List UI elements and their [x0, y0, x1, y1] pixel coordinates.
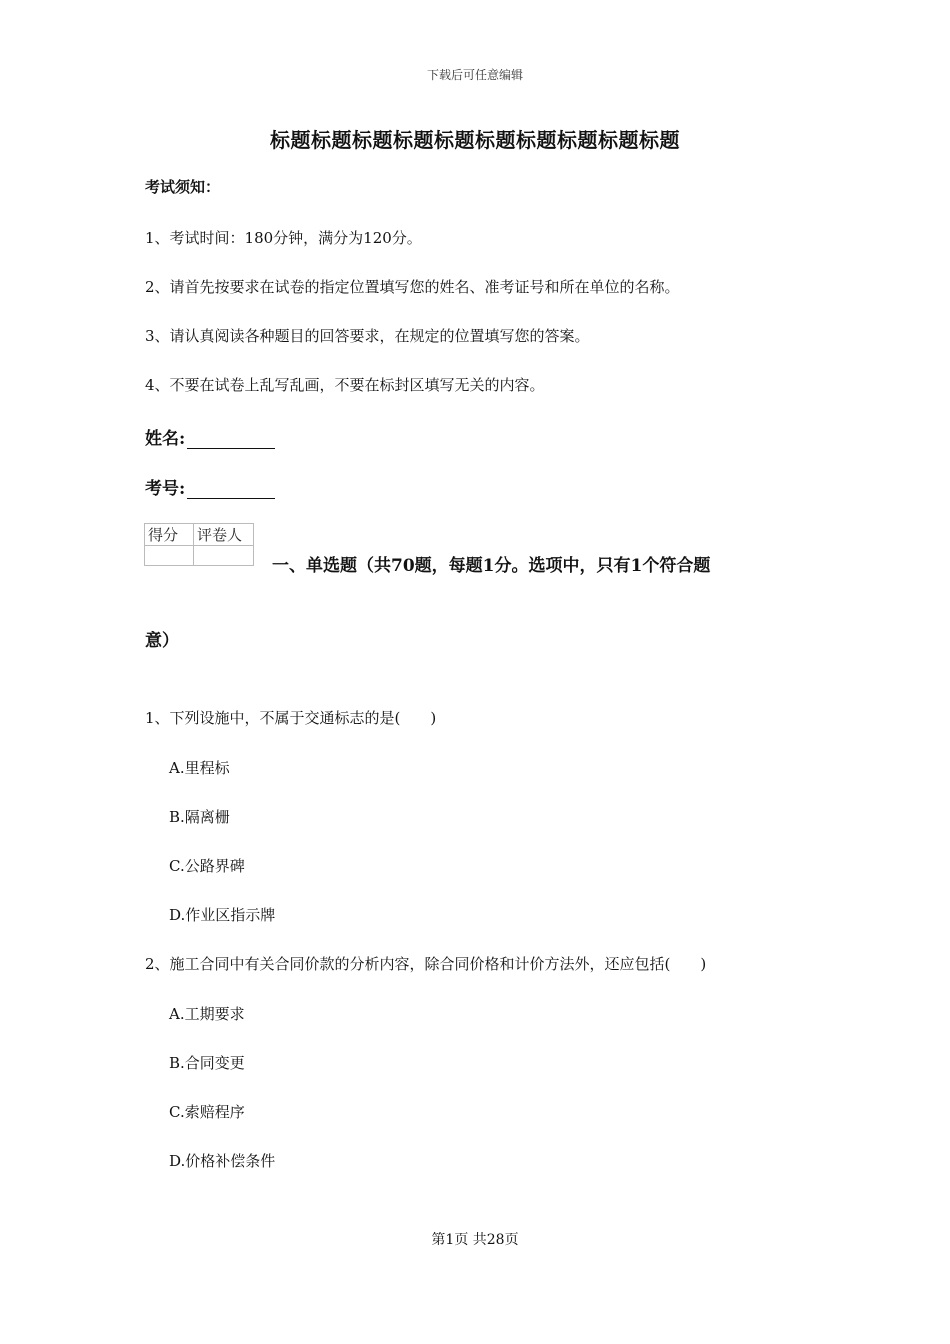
name-field	[145, 424, 275, 449]
exam-number-blank-line[interactable]	[187, 480, 275, 499]
question-option: D.作业区指示牌	[169, 906, 276, 924]
question-stem: 2、施工合同中有关合同价款的分析内容，除合同价格和计价方法外，还应包括( )	[145, 955, 707, 973]
name-blank-line[interactable]	[187, 430, 275, 449]
exam-number-field	[145, 474, 275, 499]
name-label: 姓名:	[145, 429, 186, 449]
notice-item: 4、不要在试卷上乱写乱画，不要在标封区填写无关的内容。	[145, 376, 545, 394]
question-option: B.合同变更	[169, 1054, 245, 1072]
question-option: C.索赔程序	[169, 1103, 245, 1121]
notice-item: 1、考试时间：180分钟，满分为120分。	[145, 229, 422, 247]
question-stem: 1、下列设施中，不属于交通标志的是( )	[145, 709, 437, 727]
notice-heading: 考试须知：	[145, 178, 221, 196]
notice-item: 2、请首先按要求在试卷的指定位置填写您的姓名、准考证号和所在单位的名称。	[145, 278, 680, 296]
section-heading: 一、单选题（共70题，每题1分。选项中，只有1个符合题	[272, 556, 711, 576]
question-option: A.里程标	[169, 759, 230, 777]
grader-cell[interactable]	[194, 546, 254, 566]
notice-item: 3、请认真阅读各种题目的回答要求，在规定的位置填写您的答案。	[145, 327, 590, 345]
exam-number-label: 考号:	[145, 479, 186, 499]
question-option: A.工期要求	[169, 1005, 245, 1023]
question-option: C.公路界碑	[169, 857, 245, 875]
question-option: B.隔离栅	[169, 808, 230, 826]
question-option: D.价格补偿条件	[169, 1152, 276, 1170]
page-footer: 第1页 共28页	[431, 1232, 519, 1248]
score-header: 得分	[145, 524, 194, 546]
grader-header: 评卷人	[194, 524, 254, 546]
document-title: 标题标题标题标题标题标题标题标题标题标题	[270, 128, 680, 152]
section-heading-continued: 意）	[145, 631, 179, 651]
header-note: 下载后可任意编辑	[426, 68, 523, 82]
score-table	[144, 523, 254, 566]
score-cell[interactable]	[145, 546, 194, 566]
